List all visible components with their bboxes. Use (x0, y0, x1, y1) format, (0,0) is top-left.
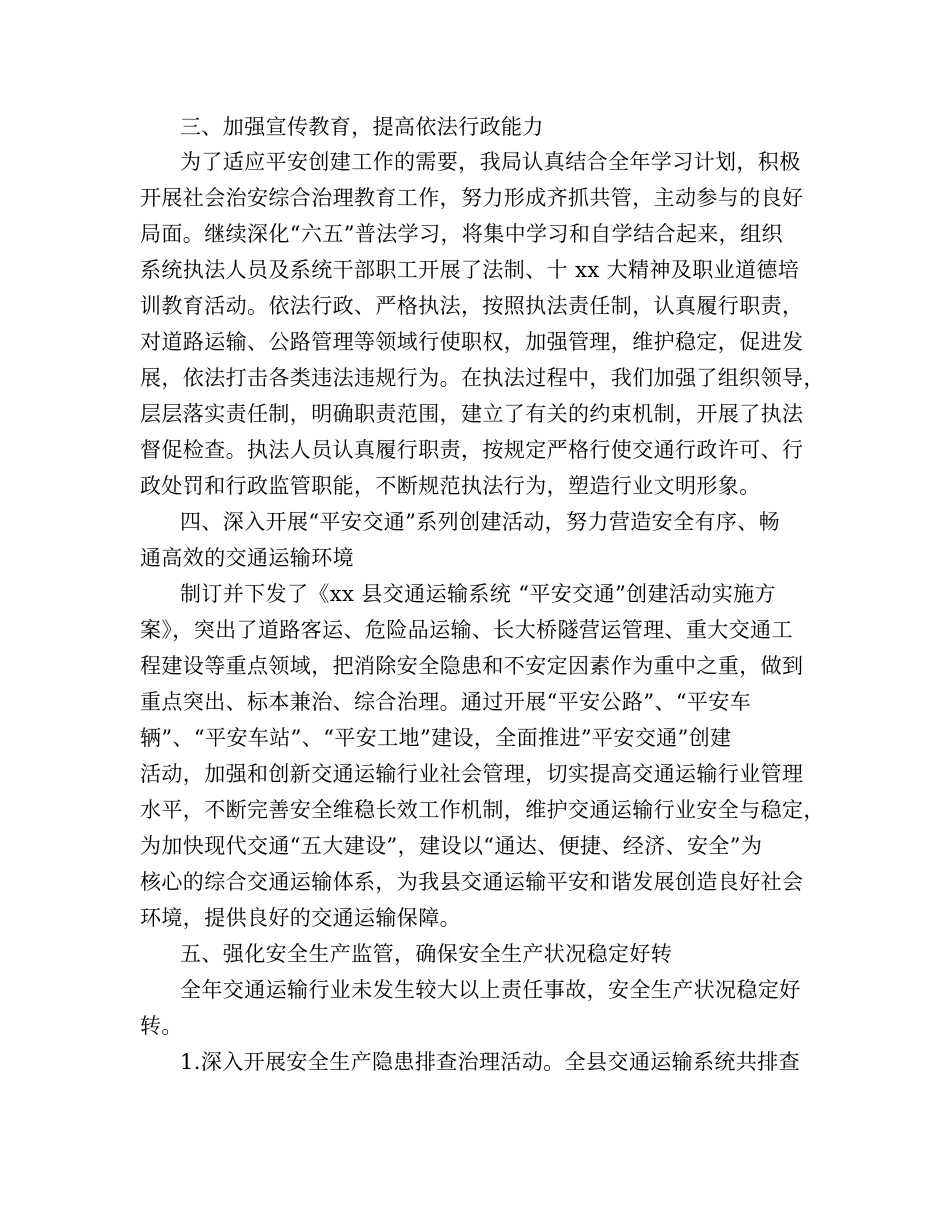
paragraph-line: 为了适应平安创建工作的需要，我局认真结合全年学习计划，积极 (180, 150, 801, 174)
heading-section-3: 三、加强宣传教育，提高依法行政能力 (180, 115, 544, 139)
heading-section-4: 四、深入开展“平安交通”系列创建活动，努力营造安全有序、畅 (180, 510, 781, 534)
heading-section-4-continued: 通高效的交通运输环境 (140, 546, 354, 570)
paragraph-line: 全年交通运输行业未发生较大以上责任事故，安全生产状况稳定好 (180, 978, 801, 1002)
paragraph-line: 环境，提供良好的交通运输保障。 (140, 906, 461, 930)
heading-section-5: 五、强化安全生产监管，确保安全生产状况稳定好转 (180, 942, 673, 966)
paragraph-line: 辆”、“平安车站”、“平安工地”建设，全面推进”平安交通”创建 (140, 726, 732, 750)
paragraph-line: 训教育活动。依法行政、严格执法，按照执法责任制，认真履行职责， (140, 294, 804, 318)
paragraph-line: 督促检查。执法人员认真履行职责，按规定严格行使交通行政许可、行 (140, 438, 804, 462)
paragraph-line: 活动，加强和创新交通运输行业社会管理，切实提高交通运输行业管理 (140, 762, 804, 786)
paragraph-line: 开展社会治安综合治理教育工作，努力形成齐抓共管，主动参与的良好 (140, 186, 804, 210)
paragraph-line: 局面。继续深化“六五”普法学习，将集中学习和自学结合起来，组织 (140, 222, 783, 246)
paragraph-line: 对道路运输、公路管理等领域行使职权，加强管理，维护稳定，促进发 (140, 330, 804, 354)
paragraph-line: 政处罚和行政监管职能，不断规范执法行为，塑造行业文明形象。 (140, 474, 761, 498)
paragraph-line: 转。 (140, 1014, 183, 1038)
paragraph-line: 为加快现代交通“五大建设”，建设以“通达、便捷、经济、安全”为 (140, 834, 763, 858)
paragraph-line: 重点突出、标本兼治、综合治理。通过开展“平安公路”、“平安车 (140, 690, 752, 714)
numbered-item-1: 1.深入开展安全生产隐患排查治理活动。全县交通运输系统共排查 (180, 1050, 801, 1074)
paragraph-line: 制订并下发了《xx 县交通运输系统 “平安交通”创建活动实施方 (180, 582, 776, 606)
paragraph-line: 案》，突出了道路客运、危险品运输、长大桥隧营运管理、重大交通工 (140, 618, 793, 642)
paragraph-line: 系统执法人员及系统干部职工开展了法制、十 xx 大精神及职业道德培 (140, 258, 800, 282)
paragraph-line: 核心的综合交通运输体系，为我县交通运输平安和谐发展创造良好社会 (140, 870, 804, 894)
paragraph-line: 水平，不断完善安全维稳长效工作机制，维护交通运输行业安全与稳定， (140, 798, 825, 822)
paragraph-line: 层层落实责任制，明确职责范围，建立了有关的约束机制，开展了执法 (140, 402, 804, 426)
paragraph-line: 程建设等重点领域，把消除安全隐患和不安定因素作为重中之重，做到 (140, 654, 804, 678)
paragraph-line: 展，依法打击各类违法违规行为。在执法过程中，我们加强了组织领导， (140, 366, 825, 390)
